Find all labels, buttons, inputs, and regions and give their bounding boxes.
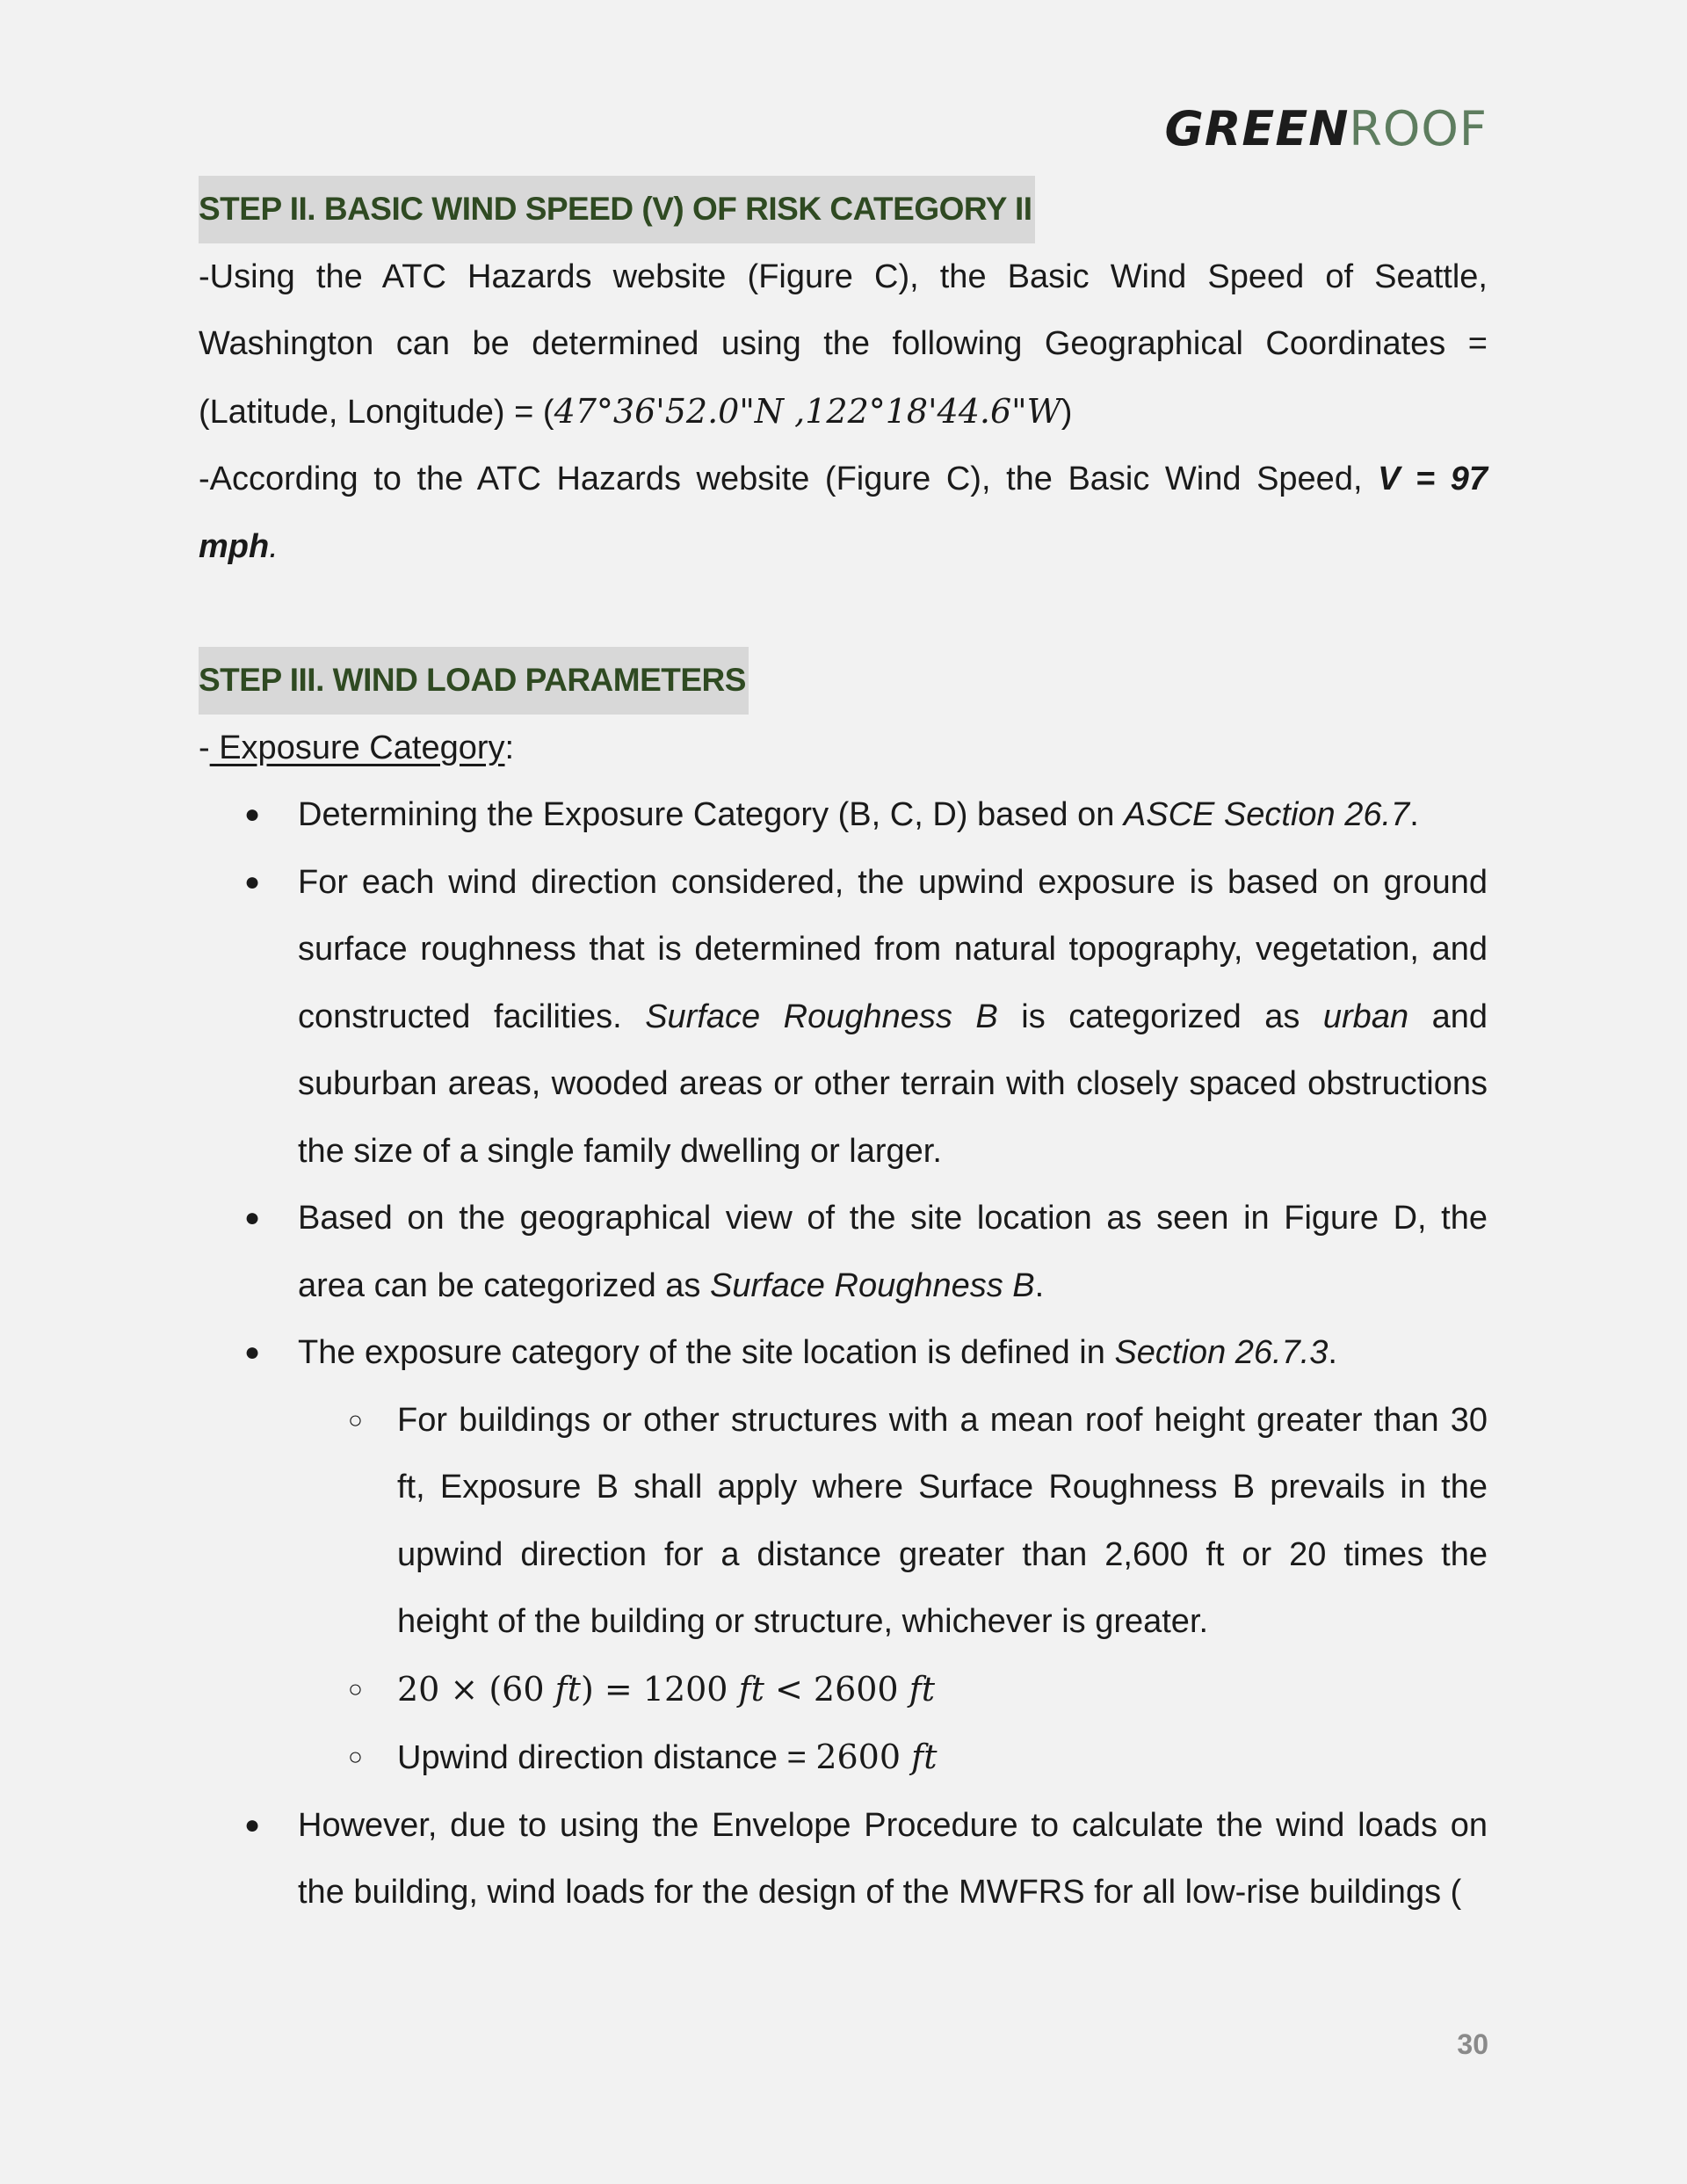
b4-em: Section 26.7.3 bbox=[1114, 1334, 1329, 1371]
s1-text: For buildings or other structures with a mean roof height greater than 30 ft, Exposure B shall apply where Surface Roughness B prevails in the upwind direction for a distance greater than 2,600 ft or 20 times the height of the building or structure, whichever is greater. bbox=[397, 1401, 1488, 1640]
content bbox=[199, 176, 1488, 1926]
sub-list-item bbox=[348, 1656, 1488, 1724]
b1-text: Determining the Exposure Category (B, C, D) based on bbox=[298, 796, 1124, 833]
step3-heading: STEP III. WIND LOAD PARAMETERS bbox=[199, 647, 749, 715]
step2-heading: STEP II. BASIC WIND SPEED (V) OF RISK CATEGORY II bbox=[199, 176, 1035, 243]
bullet-icon: ● bbox=[244, 867, 261, 896]
hollow-bullet-icon: ○ bbox=[348, 1674, 363, 1702]
b5-text: However, due to using the Envelope Procedure to calculate the wind loads on the building, wind loads for the design of the MWFRS for all low-rise buildings ( bbox=[298, 1806, 1488, 1911]
hollow-bullet-icon: ○ bbox=[348, 1743, 363, 1770]
p1-end: ) bbox=[1061, 393, 1073, 431]
b3-em: Surface Roughness B bbox=[709, 1266, 1035, 1304]
logo-green: GREEN bbox=[1164, 101, 1350, 156]
distance-unit: ft bbox=[911, 1738, 938, 1776]
logo-roof: ROOF bbox=[1349, 101, 1488, 156]
exposure-category-label bbox=[199, 715, 1488, 782]
b4-end: . bbox=[1328, 1334, 1337, 1371]
sub-list-item bbox=[348, 1723, 1488, 1792]
sub-list-item bbox=[348, 1387, 1488, 1656]
b1-end: . bbox=[1409, 796, 1419, 833]
eq-part: 20 × (60 bbox=[397, 1669, 555, 1709]
step2-paragraph-2 bbox=[199, 446, 1488, 580]
b1-ref: ASCE Section 26.7 bbox=[1123, 796, 1410, 833]
eq-unit: ft bbox=[554, 1669, 581, 1709]
s3-text: Upwind direction distance = bbox=[397, 1739, 816, 1776]
b2-text-1: For each wind direction considered, the upwind exposure is based on ground surface roughness that is determined from natural topography, vegetation, and constructed facilities. bbox=[298, 863, 1488, 1035]
list-item bbox=[244, 1792, 1488, 1926]
hollow-bullet-icon: ○ bbox=[348, 1405, 363, 1433]
greenroof-logo bbox=[1165, 98, 1488, 160]
exposure-bullet-list bbox=[199, 781, 1488, 1926]
list-item bbox=[244, 781, 1488, 849]
coordinates: 47°36'52.0"N ,122°18'44.6"W bbox=[554, 391, 1061, 431]
exposure-colon: : bbox=[504, 729, 515, 766]
height-equation bbox=[397, 1670, 935, 1709]
exposure-sub-list bbox=[298, 1387, 1488, 1792]
p1-text: -Using the ATC Hazards website (Figure C), the Basic Wind Speed of Seattle, Washington can be determined using the following Geographical Coordinates = (Latitude, Longitude) = ( bbox=[199, 258, 1488, 431]
step2-heading-row bbox=[199, 176, 1488, 243]
exposure-prefix: - bbox=[199, 729, 210, 766]
bullet-icon: ● bbox=[244, 1338, 261, 1367]
step2-paragraph-1 bbox=[199, 243, 1488, 446]
distance-number: 2600 bbox=[815, 1738, 912, 1776]
b2-em-2: urban bbox=[1322, 998, 1409, 1035]
b2-text-3: and suburban areas, wooded areas or other terrain with closely spaced obstructions the size of a single family dwelling or larger. bbox=[298, 998, 1488, 1170]
list-item bbox=[244, 1185, 1488, 1319]
p2-end: . bbox=[269, 527, 279, 565]
eq-unit: ft bbox=[738, 1669, 764, 1709]
bullet-icon: ● bbox=[244, 1203, 261, 1232]
page-number: 30 bbox=[1457, 2028, 1488, 2060]
b3-end: . bbox=[1034, 1266, 1045, 1304]
list-item bbox=[244, 849, 1488, 1186]
wind-speed-value: V = 97 mph bbox=[199, 461, 1488, 565]
b2-text-2: is categorized as bbox=[997, 998, 1323, 1035]
b2-em-1: Surface Roughness B bbox=[645, 998, 998, 1035]
list-item bbox=[244, 1319, 1488, 1792]
bullet-icon: ● bbox=[244, 1810, 261, 1839]
upwind-distance bbox=[815, 1738, 937, 1776]
eq-part: ) = 1200 bbox=[580, 1669, 739, 1709]
b3-text: Based on the geographical view of the site location as seen in Figure D, the area can be categorized as bbox=[298, 1200, 1488, 1304]
b4-text: The exposure category of the site location is defined in bbox=[298, 1334, 1115, 1371]
p2-text: -According to the ATC Hazards website (Figure C), the Basic Wind Speed, bbox=[199, 461, 1379, 497]
step3-heading-row bbox=[199, 647, 1488, 715]
bullet-icon: ● bbox=[244, 800, 261, 829]
eq-unit: ft bbox=[909, 1669, 936, 1709]
exposure-label: Exposure Category bbox=[209, 729, 505, 766]
eq-part: < 2600 bbox=[764, 1669, 909, 1709]
spacer bbox=[199, 580, 1488, 647]
